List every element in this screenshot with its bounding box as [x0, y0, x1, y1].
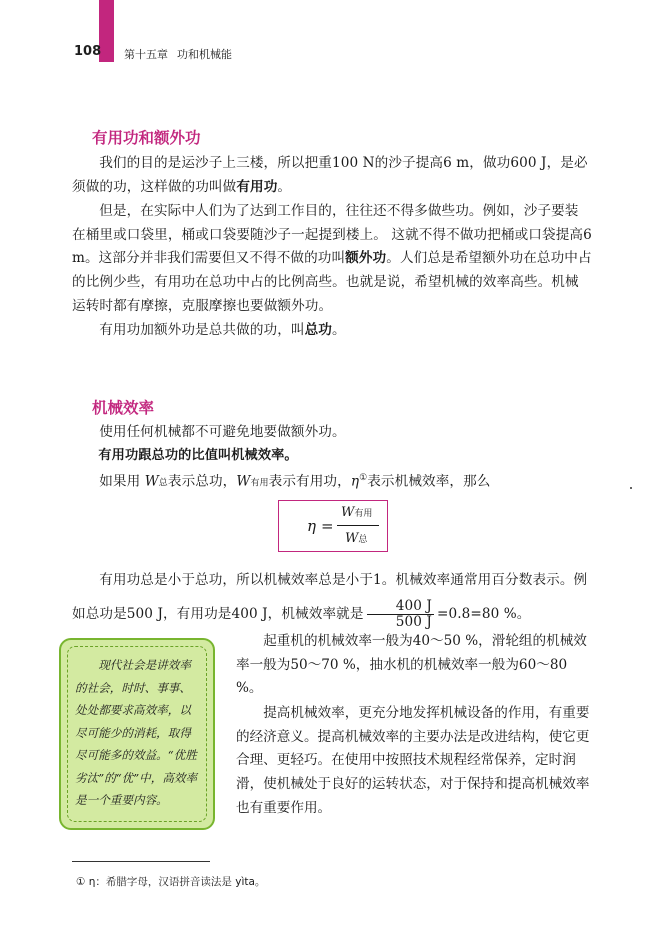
paragraph-typical-efficiency: 起重机的机械效率一般为40～50 %，滑轮组的机械效率一般为50～70 %，抽水机的机械效率一般为60～80 %。 — [236, 633, 587, 697]
paragraph-symbols — [72, 467, 592, 496]
chapter-title: 功和机械能 — [177, 48, 232, 61]
text: =0.8=80 %。 — [436, 606, 531, 622]
term-useful-work: 有用功 — [236, 178, 278, 195]
text: 但是，在实际中人们为了达到工作目的，往往还不得多做些功。例如，沙子要装在桶里或口袋里，桶或口袋要随沙子一起提到楼上。 这就不得不做功把桶或口袋提高6 m。这部分并非我们需要但又不得不做的功叫 — [72, 203, 592, 267]
den-var: W — [345, 531, 359, 546]
num-sub: 有用 — [354, 509, 373, 519]
paragraph-total-work — [72, 319, 592, 343]
text: 。 — [331, 322, 346, 338]
text: 有用功加额外功是总共做的功，叫 — [99, 322, 305, 338]
text: 表示总功， — [167, 473, 237, 490]
var-w: W — [144, 473, 159, 490]
page-number: 108 — [74, 44, 102, 59]
paragraph-extra-work — [72, 200, 592, 319]
text: 表示机械效率，那么 — [367, 473, 491, 490]
example-fraction — [367, 599, 434, 630]
section-heading-useful-extra-work: 有用功和额外功 — [92, 129, 201, 147]
text: 表示有用功， — [268, 473, 351, 490]
chapter-header — [124, 46, 232, 62]
paragraph-efficiency-example — [72, 563, 592, 631]
chapter-color-bar — [99, 0, 114, 62]
den-sub: 总 — [358, 535, 368, 545]
fraction-line — [337, 525, 379, 526]
chapter-number: 第十五章 — [124, 48, 168, 61]
fraction-denominator: 500 J — [395, 614, 432, 630]
term-total-work: 总功 — [304, 322, 332, 338]
formula-eta: η — [307, 517, 316, 535]
text: 有用功总是小于总功，所以机械效率总是小于1。机械效率通常用百分数表示。例如总功是500 J，有用功是400 J，机械效率就是 — [72, 572, 588, 622]
stray-dot — [630, 487, 632, 489]
fraction-numerator: 400 J — [367, 599, 434, 615]
num-var: W — [341, 505, 355, 520]
term-extra-work: 额外功 — [345, 250, 387, 267]
efficiency-formula-box — [278, 500, 388, 552]
sub-useful: 有用 — [250, 478, 269, 489]
text: 。人们总是希望额外功在总功中占的比例少些，有用功在总功中占的比例高些。也就是说，希望机械的效率高些。机械运转时都有摩擦，克服摩擦也要做额外功。 — [72, 250, 592, 314]
footnote-marker[interactable]: ① — [359, 473, 368, 483]
formula-denominator — [345, 531, 367, 546]
paragraph-extra-work-unavoidable: 使用任何机械都不可避免地要做额外功。 — [99, 424, 346, 440]
footnote: ① η：希腊字母，汉语拼音读法是 yìta。 — [76, 876, 266, 888]
paragraph-improve-efficiency: 提高机械效率，更充分地发挥机械设备的作用，有重要的经济意义。提高机械效率的主要办法是改进结构，使它更合理、更轻巧。在使用中按照技术规程经常保养，定时润滑，使机械处于良好的运转状态，对于保持和提高机械效率也有重要作用。 — [236, 705, 590, 816]
formula-equals: = — [321, 517, 334, 535]
side-note-text: 现代社会是讲效率的社会，时时、事事、处处都要求高效率，以尽可能少的消耗，取得尽可能多的效益。“优胜劣汰”的“优”中，高效率是一个重要内容。 — [67, 646, 207, 822]
text: 如果用 — [99, 473, 145, 490]
text: 。 — [277, 178, 292, 195]
var-w: W — [236, 473, 251, 490]
formula-numerator — [341, 505, 372, 520]
text: 我们的目的是运沙子上三楼，所以把重100 N的沙子提高6 m，做功600 J，是必须做的功，这样做的功叫做 — [72, 155, 588, 195]
var-eta: η — [350, 473, 360, 490]
sub-total: 总 — [158, 478, 168, 489]
definition-efficiency: 有用功跟总功的比值叫机械效率。 — [98, 448, 298, 463]
footnote-rule — [72, 861, 210, 862]
paragraph-useful-work — [72, 152, 592, 199]
side-note-box — [59, 638, 215, 830]
section-heading-efficiency: 机械效率 — [92, 399, 155, 417]
